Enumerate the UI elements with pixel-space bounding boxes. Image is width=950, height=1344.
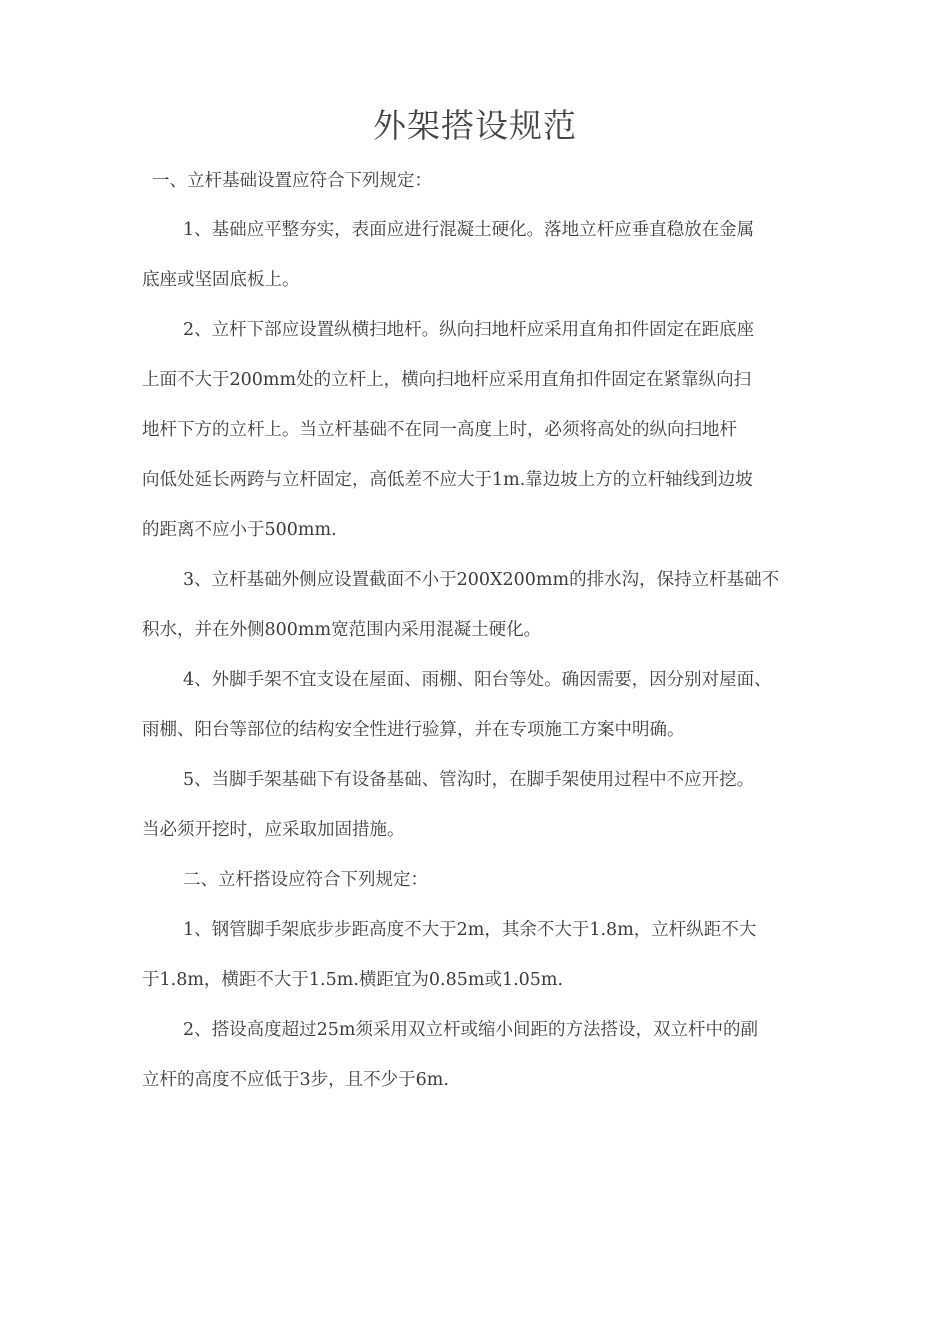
paragraph-line: 底座或坚固底板上。	[142, 270, 300, 290]
section-heading: 二、立杆搭设应符合下列规定：	[183, 870, 428, 890]
paragraph-line: 于1.8m，横距不大于1.5m.横距宜为0.85m或1.05m.	[142, 970, 564, 990]
paragraph-line: 4、外脚手架不宜支设在屋面、雨棚、阳台等处。确因需要，因分别对屋面、	[183, 670, 772, 690]
document-title: 外架搭设规范	[373, 106, 577, 145]
paragraph-line: 5、当脚手架基础下有设备基础、管沟时，在脚手架使用过程中不应开挖。	[183, 770, 755, 790]
paragraph-line: 的距离不应小于500mm.	[142, 520, 337, 540]
paragraph-line: 2、搭设高度超过25m须采用双立杆或缩小间距的方法搭设，双立杆中的副	[183, 1020, 758, 1040]
paragraph-line: 1、基础应平整夯实，表面应进行混凝土硬化。落地立杆应垂直稳放在金属	[183, 220, 755, 240]
paragraph-line: 上面不大于200mm处的立杆上，横向扫地杆应采用直角扣件固定在紧靠纵向扫	[142, 370, 752, 390]
paragraph-line: 3、立杆基础外侧应设置截面不小于200X200mm的排水沟，保持立杆基础不	[183, 570, 780, 590]
paragraph-line: 雨棚、阳台等部位的结构安全性进行验算，并在专项施工方案中明确。	[142, 720, 685, 740]
paragraph-line: 当必须开挖时，应采取加固措施。	[142, 820, 405, 840]
paragraph-line: 积水，并在外侧800mm宽范围内采用混凝土硬化。	[142, 620, 542, 640]
paragraph-line: 2、立杆下部应设置纵横扫地杆。纵向扫地杆应采用直角扣件固定在距底座	[183, 320, 755, 340]
paragraph-line: 地杆下方的立杆上。当立杆基础不在同一高度上时，必须将高处的纵向扫地杆	[142, 420, 737, 440]
section-heading: 一、立杆基础设置应符合下列规定：	[152, 171, 432, 191]
paragraph-line: 1、钢管脚手架底步步距高度不大于2m，其余不大于1.8m，立杆纵距不大	[183, 920, 757, 940]
paragraph-line: 向低处延长两跨与立杆固定，高低差不应大于1m.靠边坡上方的立杆轴线到边坡	[142, 470, 753, 490]
paragraph-line: 立杆的高度不应低于3步，且不少于6m.	[142, 1070, 449, 1090]
